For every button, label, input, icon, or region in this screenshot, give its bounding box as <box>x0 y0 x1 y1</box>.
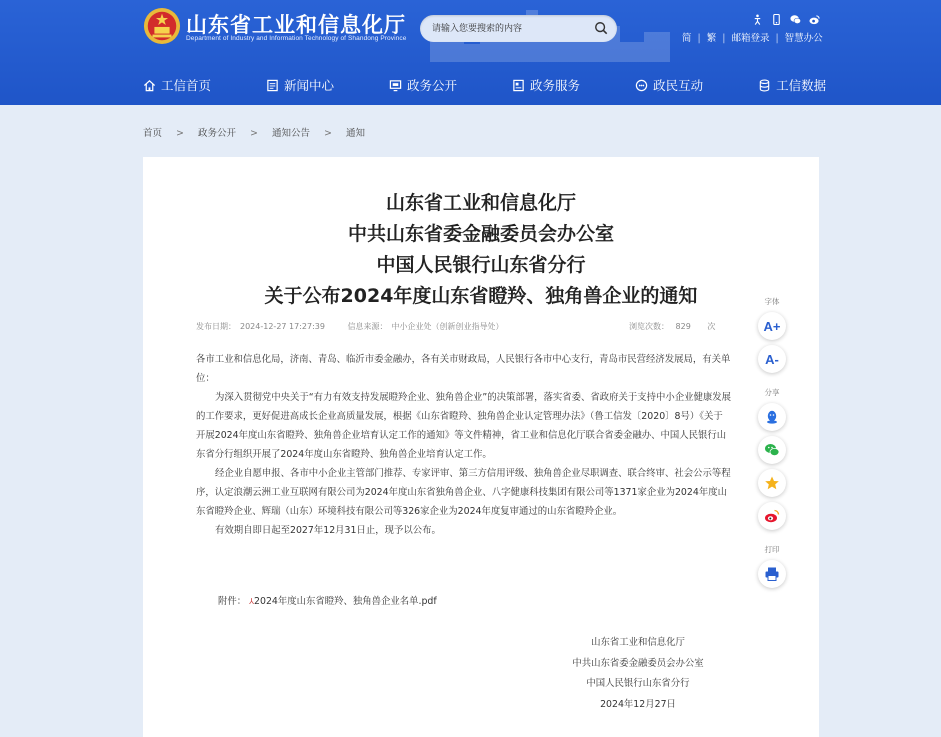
share-qzone-button[interactable] <box>758 469 786 497</box>
paragraph: 有效期自即日起至2027年12月31日止，现予以公布。 <box>215 525 441 536</box>
title-line: 关于公布2024年度山东省瞪羚、独角兽企业的通知 <box>264 285 698 307</box>
nav-label: 政务服务 <box>530 78 581 93</box>
font-decrease-button[interactable]: A- <box>758 345 786 373</box>
qzone-icon <box>764 475 780 491</box>
nav-label: 工信数据 <box>776 78 827 93</box>
font-size-label: 字体 <box>764 297 780 306</box>
monitor-icon <box>389 79 402 92</box>
signature-line: 山东省工业和信息化厅 <box>591 637 685 648</box>
views-label: 浏览次数： <box>629 322 669 331</box>
attachment-link[interactable]: 2024年度山东省瞪羚、独角兽企业名单.pdf <box>254 596 437 607</box>
share-qq-button[interactable] <box>758 403 786 431</box>
print-label: 打印 <box>764 545 780 554</box>
breadcrumb-separator: > <box>323 128 332 139</box>
font-increase-button[interactable]: A+ <box>758 312 786 340</box>
nav-label: 政民互动 <box>653 78 704 93</box>
search-icon[interactable] <box>594 21 608 35</box>
title-line: 山东省工业和信息化厅 <box>385 192 576 214</box>
nav-item-gov-services[interactable] <box>512 76 580 94</box>
nav-label: 新闻中心 <box>284 78 335 93</box>
accessibility-icon[interactable] <box>752 10 763 21</box>
simplified-link[interactable]: 简 <box>682 33 692 44</box>
news-icon <box>266 79 279 92</box>
qq-icon <box>764 409 780 425</box>
traditional-link[interactable]: 繁 <box>706 33 717 44</box>
wechat-icon <box>764 442 780 458</box>
breadcrumb-notices[interactable]: 通知公告 <box>271 128 310 139</box>
wechat-icon[interactable] <box>790 10 801 21</box>
interaction-icon <box>635 79 648 92</box>
smart-office-link[interactable]: 智慧办公 <box>784 33 823 44</box>
nav-label: 政务公开 <box>407 78 458 93</box>
paragraph: 为深入贯彻党中央关于“有力有效支持发展瞪羚企业、独角兽企业”的决策部署，落实省委、省政府关于支持中小企业健康发展的工作要求，更好促进高成长企业高质量发展，根据《山东省瞪羚、独角兽企业认定管理办法》（鲁工信发〔2020〕8号）《关于开展2024年度山东省瞪羚、独角兽企业培育认定工作的通知》等文件精神，省工业和信息化厅联合省委金融办、中国人民银行山东省分行组织开展了2024年度山东省瞪羚、独角兽企业培育认定工作。 <box>196 392 731 460</box>
views-value: 829 <box>675 322 691 331</box>
attachment <box>218 593 437 607</box>
article-title <box>143 188 819 312</box>
print-button[interactable] <box>758 560 786 588</box>
signature-block <box>563 633 713 715</box>
view-count <box>629 321 715 332</box>
nav-item-gov-affairs-open[interactable] <box>389 76 457 94</box>
breadcrumb-separator: > <box>176 128 184 139</box>
nav-item-news[interactable] <box>266 76 334 94</box>
site-subtitle: Department of Industry and Information Technology of Shandong Province <box>186 35 407 42</box>
article-body <box>196 350 732 540</box>
site-title[interactable]: 山东省工业和信息化厅 <box>186 13 406 37</box>
top-icon-bar <box>752 10 820 21</box>
publish-date: 2024-12-27 17:27:39 <box>240 322 325 331</box>
breadcrumb <box>143 125 365 139</box>
service-icon <box>512 79 525 92</box>
breadcrumb-home[interactable]: 首页 <box>143 128 163 139</box>
source-label: 信息来源： <box>347 322 388 331</box>
email-login-link[interactable]: 邮箱登录 <box>731 33 770 44</box>
article-card <box>143 157 819 737</box>
printer-icon <box>764 566 780 582</box>
signature-line: 中共山东省委金融委员会办公室 <box>572 657 704 669</box>
mobile-icon[interactable] <box>771 10 782 21</box>
divider: | <box>775 33 779 44</box>
paragraph-salutation: 各市工业和信息化局，济南、青岛、临沂市委金融办，各有关市财政局，人民银行各市中心支行，青岛市民营经济发展局，有关单位： <box>196 354 731 384</box>
paragraph: 经企业自愿申报、各市中小企业主管部门推荐、专家评审、第三方信用评级、独角兽企业尽职调查、联合终审、社会公示等程序，认定浪潮云洲工业互联网有限公司为2024年度山东省独角兽企业、八字健康科技集团有限公司等1371家企业为2024年度山东省瞪羚企业、辉瑞（山东）环境科技有限公司等326家企业为2024年度复审通过的山东省瞪羚企业。 <box>196 468 731 517</box>
search-input[interactable] <box>432 20 592 37</box>
views-unit: 次 <box>707 322 716 331</box>
nav-label: 工信首页 <box>161 78 212 93</box>
database-icon <box>758 79 771 92</box>
weibo-icon <box>764 508 780 524</box>
signature-line: 中国人民银行山东省分行 <box>586 678 690 689</box>
nav-item-data[interactable] <box>758 76 826 94</box>
attachment-label: 附件： <box>218 596 247 607</box>
nav-item-home[interactable] <box>143 76 211 94</box>
weibo-icon[interactable] <box>809 10 820 21</box>
title-line: 中共山东省委金融委员会办公室 <box>347 223 614 245</box>
signature-date: 2024年12月27日 <box>600 698 676 710</box>
main-nav <box>143 76 826 94</box>
share-label: 分享 <box>764 388 780 397</box>
divider: | <box>722 33 726 44</box>
side-toolbar <box>756 296 788 588</box>
share-weibo-button[interactable] <box>758 502 786 530</box>
breadcrumb-separator: > <box>250 128 258 139</box>
publish-date-label: 发布日期： <box>196 322 236 331</box>
breadcrumb-gov-affairs[interactable]: 政务公开 <box>197 128 236 139</box>
article-meta <box>196 321 508 332</box>
nav-item-interaction[interactable] <box>635 76 703 94</box>
divider: | <box>697 33 701 44</box>
search-box <box>420 15 617 42</box>
top-links <box>682 30 829 44</box>
pdf-icon: ⅄ <box>249 597 255 606</box>
national-emblem-logo <box>143 7 181 45</box>
share-wechat-button[interactable] <box>758 436 786 464</box>
site-header <box>0 0 941 105</box>
title-line: 中国人民银行山东省分行 <box>376 254 586 276</box>
home-icon <box>143 79 156 92</box>
breadcrumb-notice[interactable]: 通知 <box>345 128 365 139</box>
source: 中小企业处（创新创业指导处） <box>391 322 504 331</box>
